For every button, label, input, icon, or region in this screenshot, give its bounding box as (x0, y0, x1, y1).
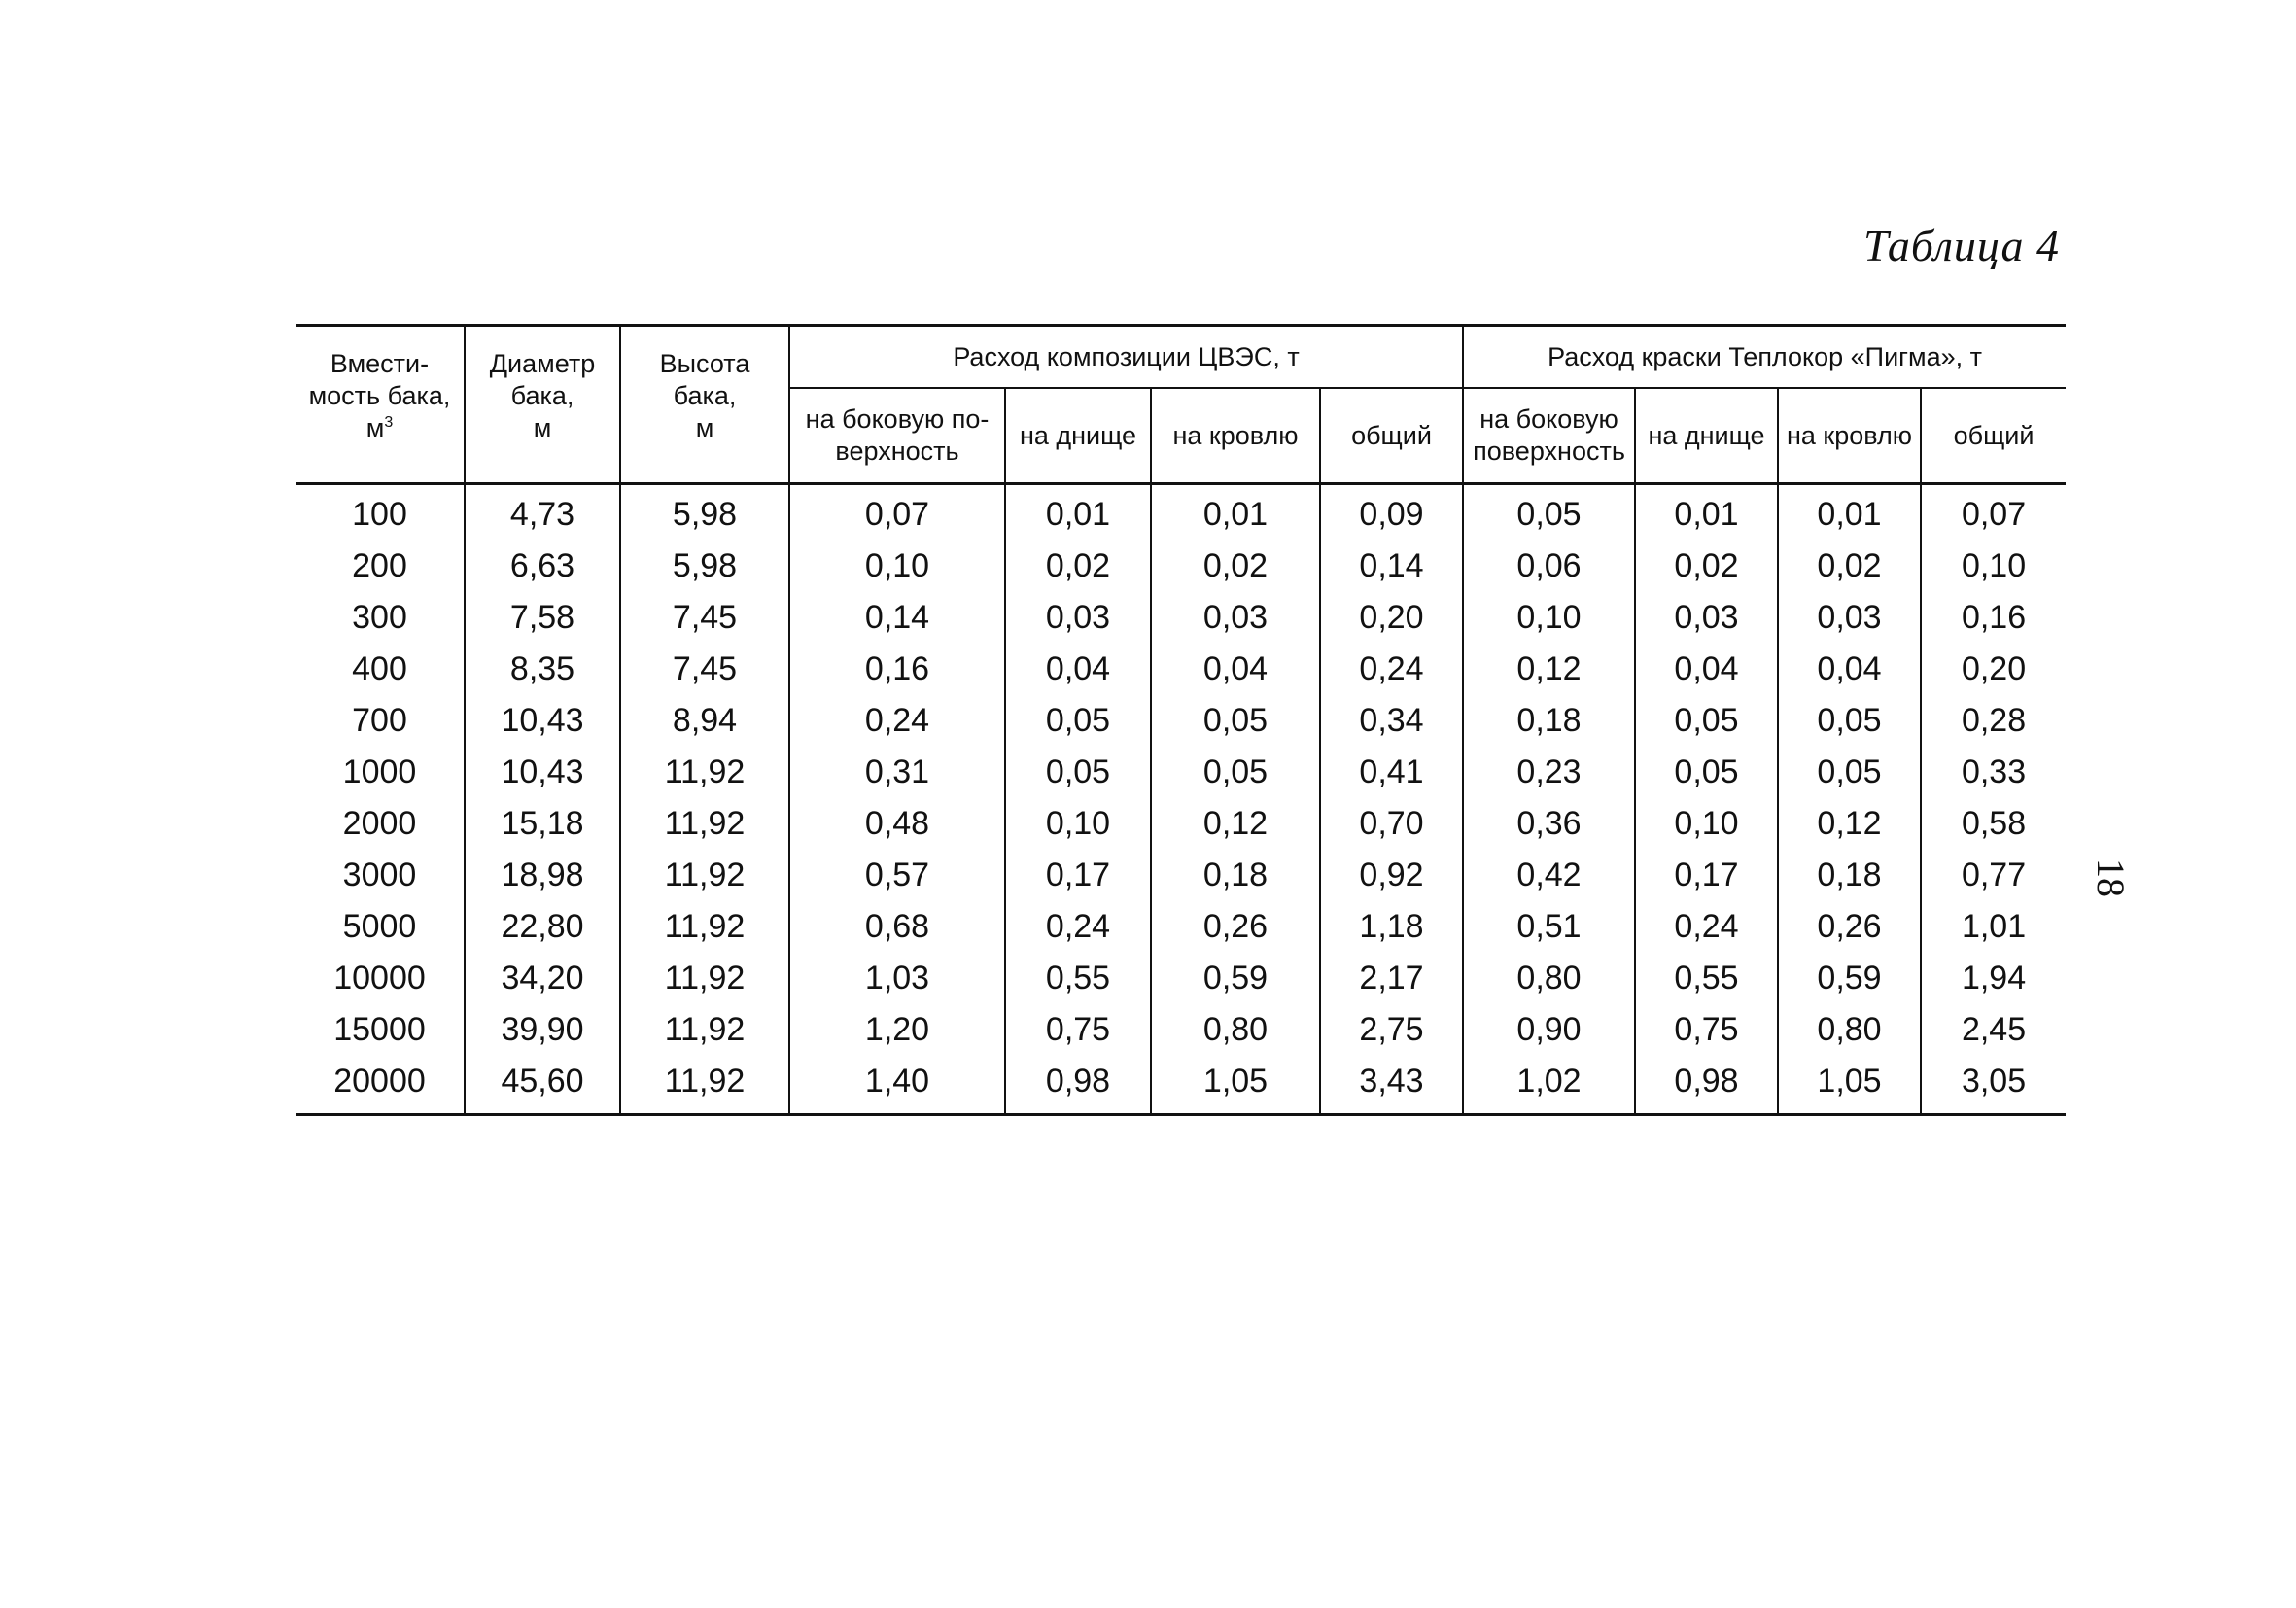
cell-cves-side: 0,24 (789, 695, 1005, 747)
header-height (620, 326, 789, 484)
header-cves-roof: на кровлю (1151, 388, 1320, 484)
cell-teplokor-roof: 0,26 (1778, 901, 1921, 953)
cell-cves-side: 0,57 (789, 850, 1005, 901)
cell-cves-bottom: 0,01 (1005, 484, 1151, 542)
cell-teplokor-side: 0,06 (1463, 541, 1635, 592)
cell-teplokor-side: 0,05 (1463, 484, 1635, 542)
cell-cves-bottom: 0,04 (1005, 644, 1151, 695)
cell-teplokor-side: 0,51 (1463, 901, 1635, 953)
cell-cves-total: 0,09 (1320, 484, 1463, 542)
cell-teplokor-bottom: 0,98 (1635, 1056, 1778, 1115)
header-diameter (465, 326, 620, 484)
cell-cves-total: 0,14 (1320, 541, 1463, 592)
cell-diameter: 7,58 (465, 592, 620, 644)
header-group-cves: Расход композиции ЦВЭС, т (789, 326, 1463, 389)
cell-height: 5,98 (620, 484, 789, 542)
cell-height: 11,92 (620, 953, 789, 1004)
cell-capacity: 15000 (333, 1011, 426, 1048)
cell-teplokor-side: 1,02 (1463, 1056, 1635, 1115)
table-row (296, 1004, 2066, 1056)
cell-cves-side: 0,10 (789, 541, 1005, 592)
cell-cves-side: 0,16 (789, 644, 1005, 695)
cell-teplokor-total: 0,10 (1921, 541, 2066, 592)
cell-teplokor-total: 0,07 (1921, 484, 2066, 542)
cell-cves-total: 0,70 (1320, 798, 1463, 850)
cell-teplokor-roof: 0,02 (1778, 541, 1921, 592)
header-capacity-unit-sup: 3 (384, 414, 394, 431)
cell-teplokor-roof: 0,03 (1778, 592, 1921, 644)
cell-teplokor-total: 0,20 (1921, 644, 2066, 695)
header-cves-total: общий (1320, 388, 1463, 484)
cell-cves-side: 1,40 (789, 1056, 1005, 1115)
header-teplokor-total: общий (1921, 388, 2066, 484)
cell-cves-roof: 0,03 (1151, 592, 1320, 644)
cell-capacity: 3000 (342, 856, 417, 893)
cell-cves-bottom: 0,75 (1005, 1004, 1151, 1056)
cell-teplokor-side: 0,36 (1463, 798, 1635, 850)
header-cves-side: на боковую по-верхность (789, 388, 1005, 484)
cell-teplokor-bottom: 0,03 (1635, 592, 1778, 644)
cell-cves-bottom: 0,17 (1005, 850, 1151, 901)
header-capacity-label: Вмести-мость бака, (308, 349, 451, 410)
cell-capacity: 10000 (333, 960, 426, 996)
cell-height: 11,92 (620, 901, 789, 953)
cell-height: 7,45 (620, 592, 789, 644)
table-row (296, 484, 2066, 542)
cell-teplokor-bottom: 0,04 (1635, 644, 1778, 695)
cell-diameter: 22,80 (465, 901, 620, 953)
cell-cves-roof: 0,05 (1151, 695, 1320, 747)
cell-teplokor-side: 0,10 (1463, 592, 1635, 644)
cell-teplokor-bottom: 0,05 (1635, 695, 1778, 747)
cell-teplokor-roof: 1,05 (1778, 1056, 1921, 1115)
cell-teplokor-roof: 0,12 (1778, 798, 1921, 850)
table-row (296, 901, 2066, 953)
table-row (296, 644, 2066, 695)
cell-cves-bottom: 0,24 (1005, 901, 1151, 953)
cell-teplokor-total: 3,05 (1921, 1056, 2066, 1115)
table-row (296, 1056, 2066, 1115)
cell-diameter: 8,35 (465, 644, 620, 695)
cell-capacity: 1000 (342, 753, 417, 790)
table-row (296, 541, 2066, 592)
cell-teplokor-roof: 0,05 (1778, 747, 1921, 798)
header-teplokor-bottom: на днище (1635, 388, 1778, 484)
cell-diameter: 18,98 (465, 850, 620, 901)
table-row (296, 747, 2066, 798)
cell-cves-roof: 0,80 (1151, 1004, 1320, 1056)
cell-capacity: 20000 (333, 1063, 426, 1100)
cell-cves-side: 1,03 (789, 953, 1005, 1004)
cell-cves-total: 2,75 (1320, 1004, 1463, 1056)
cell-capacity: 2000 (342, 805, 417, 842)
table-row (296, 850, 2066, 901)
header-cves-bottom: на днище (1005, 388, 1151, 484)
cell-capacity: 5000 (342, 908, 417, 945)
cell-capacity: 100 (352, 496, 407, 533)
cell-capacity: 300 (352, 599, 407, 636)
cell-cves-roof: 0,12 (1151, 798, 1320, 850)
cell-diameter: 6,63 (465, 541, 620, 592)
cell-cves-bottom: 0,10 (1005, 798, 1151, 850)
cell-cves-roof: 0,26 (1151, 901, 1320, 953)
header-diameter-label: Диаметр бака, (489, 349, 596, 410)
cell-teplokor-total: 0,28 (1921, 695, 2066, 747)
cell-teplokor-side: 0,18 (1463, 695, 1635, 747)
cell-cves-side: 0,07 (789, 484, 1005, 542)
cell-diameter: 39,90 (465, 1004, 620, 1056)
cell-cves-bottom: 0,03 (1005, 592, 1151, 644)
cell-cves-roof: 0,04 (1151, 644, 1320, 695)
cell-teplokor-side: 0,12 (1463, 644, 1635, 695)
cell-height: 11,92 (620, 1056, 789, 1115)
cell-cves-roof: 1,05 (1151, 1056, 1320, 1115)
cell-capacity: 400 (352, 650, 407, 687)
cell-cves-total: 2,17 (1320, 953, 1463, 1004)
cell-teplokor-bottom: 0,01 (1635, 484, 1778, 542)
data-table (296, 324, 2066, 1116)
cell-teplokor-bottom: 0,02 (1635, 541, 1778, 592)
page-number: 18 (2089, 858, 2133, 897)
cell-cves-total: 0,41 (1320, 747, 1463, 798)
cell-teplokor-total: 0,58 (1921, 798, 2066, 850)
cell-cves-roof: 0,01 (1151, 484, 1320, 542)
header-capacity (296, 326, 465, 484)
cell-height: 7,45 (620, 644, 789, 695)
cell-height: 11,92 (620, 747, 789, 798)
cell-teplokor-bottom: 0,24 (1635, 901, 1778, 953)
header-group-teplokor: Расход краски Теплокор «Пигма», т (1463, 326, 2066, 389)
cell-cves-total: 0,20 (1320, 592, 1463, 644)
cell-cves-roof: 0,18 (1151, 850, 1320, 901)
cell-cves-side: 0,68 (789, 901, 1005, 953)
cell-teplokor-side: 0,23 (1463, 747, 1635, 798)
cell-height: 11,92 (620, 850, 789, 901)
cell-height: 8,94 (620, 695, 789, 747)
cell-diameter: 4,73 (465, 484, 620, 542)
cell-cves-total: 1,18 (1320, 901, 1463, 953)
cell-diameter: 10,43 (465, 695, 620, 747)
header-height-label: Высота бака, (659, 349, 750, 410)
cell-height: 11,92 (620, 1004, 789, 1056)
table-caption: Таблица 4 (1862, 221, 2060, 270)
cell-diameter: 15,18 (465, 798, 620, 850)
cell-teplokor-bottom: 0,75 (1635, 1004, 1778, 1056)
cell-height: 11,92 (620, 798, 789, 850)
cell-capacity: 200 (352, 547, 407, 584)
header-capacity-unit: м (365, 413, 385, 442)
table-row (296, 592, 2066, 644)
table-row (296, 798, 2066, 850)
table-row (296, 695, 2066, 747)
cell-teplokor-roof: 0,04 (1778, 644, 1921, 695)
cell-teplokor-total: 2,45 (1921, 1004, 2066, 1056)
cell-teplokor-total: 1,01 (1921, 901, 2066, 953)
cell-teplokor-total: 1,94 (1921, 953, 2066, 1004)
cell-cves-total: 0,34 (1320, 695, 1463, 747)
cell-teplokor-side: 0,90 (1463, 1004, 1635, 1056)
cell-teplokor-bottom: 0,05 (1635, 747, 1778, 798)
header-height-unit: м (695, 413, 714, 442)
cell-teplokor-side: 0,80 (1463, 953, 1635, 1004)
cell-cves-total: 0,24 (1320, 644, 1463, 695)
cell-cves-bottom: 0,55 (1005, 953, 1151, 1004)
cell-cves-roof: 0,59 (1151, 953, 1320, 1004)
cell-diameter: 34,20 (465, 953, 620, 1004)
cell-teplokor-total: 0,16 (1921, 592, 2066, 644)
cell-cves-bottom: 0,05 (1005, 695, 1151, 747)
cell-cves-side: 0,48 (789, 798, 1005, 850)
cell-teplokor-roof: 0,59 (1778, 953, 1921, 1004)
table-body (296, 484, 2066, 1115)
cell-teplokor-total: 0,77 (1921, 850, 2066, 901)
cell-teplokor-total: 0,33 (1921, 747, 2066, 798)
cell-teplokor-roof: 0,05 (1778, 695, 1921, 747)
cell-capacity: 700 (352, 702, 407, 739)
cell-teplokor-bottom: 0,17 (1635, 850, 1778, 901)
header-teplokor-side: на боковую поверхность (1463, 388, 1635, 484)
cell-teplokor-side: 0,42 (1463, 850, 1635, 901)
cell-cves-side: 0,14 (789, 592, 1005, 644)
header-diameter-unit: м (533, 413, 552, 442)
cell-diameter: 45,60 (465, 1056, 620, 1115)
cell-cves-roof: 0,05 (1151, 747, 1320, 798)
cell-cves-bottom: 0,05 (1005, 747, 1151, 798)
header-teplokor-roof: на кровлю (1778, 388, 1921, 484)
cell-teplokor-roof: 0,80 (1778, 1004, 1921, 1056)
cell-cves-total: 0,92 (1320, 850, 1463, 901)
cell-teplokor-bottom: 0,55 (1635, 953, 1778, 1004)
cell-teplokor-roof: 0,01 (1778, 484, 1921, 542)
cell-cves-total: 3,43 (1320, 1056, 1463, 1115)
cell-teplokor-bottom: 0,10 (1635, 798, 1778, 850)
cell-diameter: 10,43 (465, 747, 620, 798)
cell-cves-bottom: 0,98 (1005, 1056, 1151, 1115)
cell-teplokor-roof: 0,18 (1778, 850, 1921, 901)
table-row (296, 953, 2066, 1004)
cell-cves-roof: 0,02 (1151, 541, 1320, 592)
cell-cves-side: 0,31 (789, 747, 1005, 798)
cell-height: 5,98 (620, 541, 789, 592)
cell-cves-side: 1,20 (789, 1004, 1005, 1056)
cell-cves-bottom: 0,02 (1005, 541, 1151, 592)
